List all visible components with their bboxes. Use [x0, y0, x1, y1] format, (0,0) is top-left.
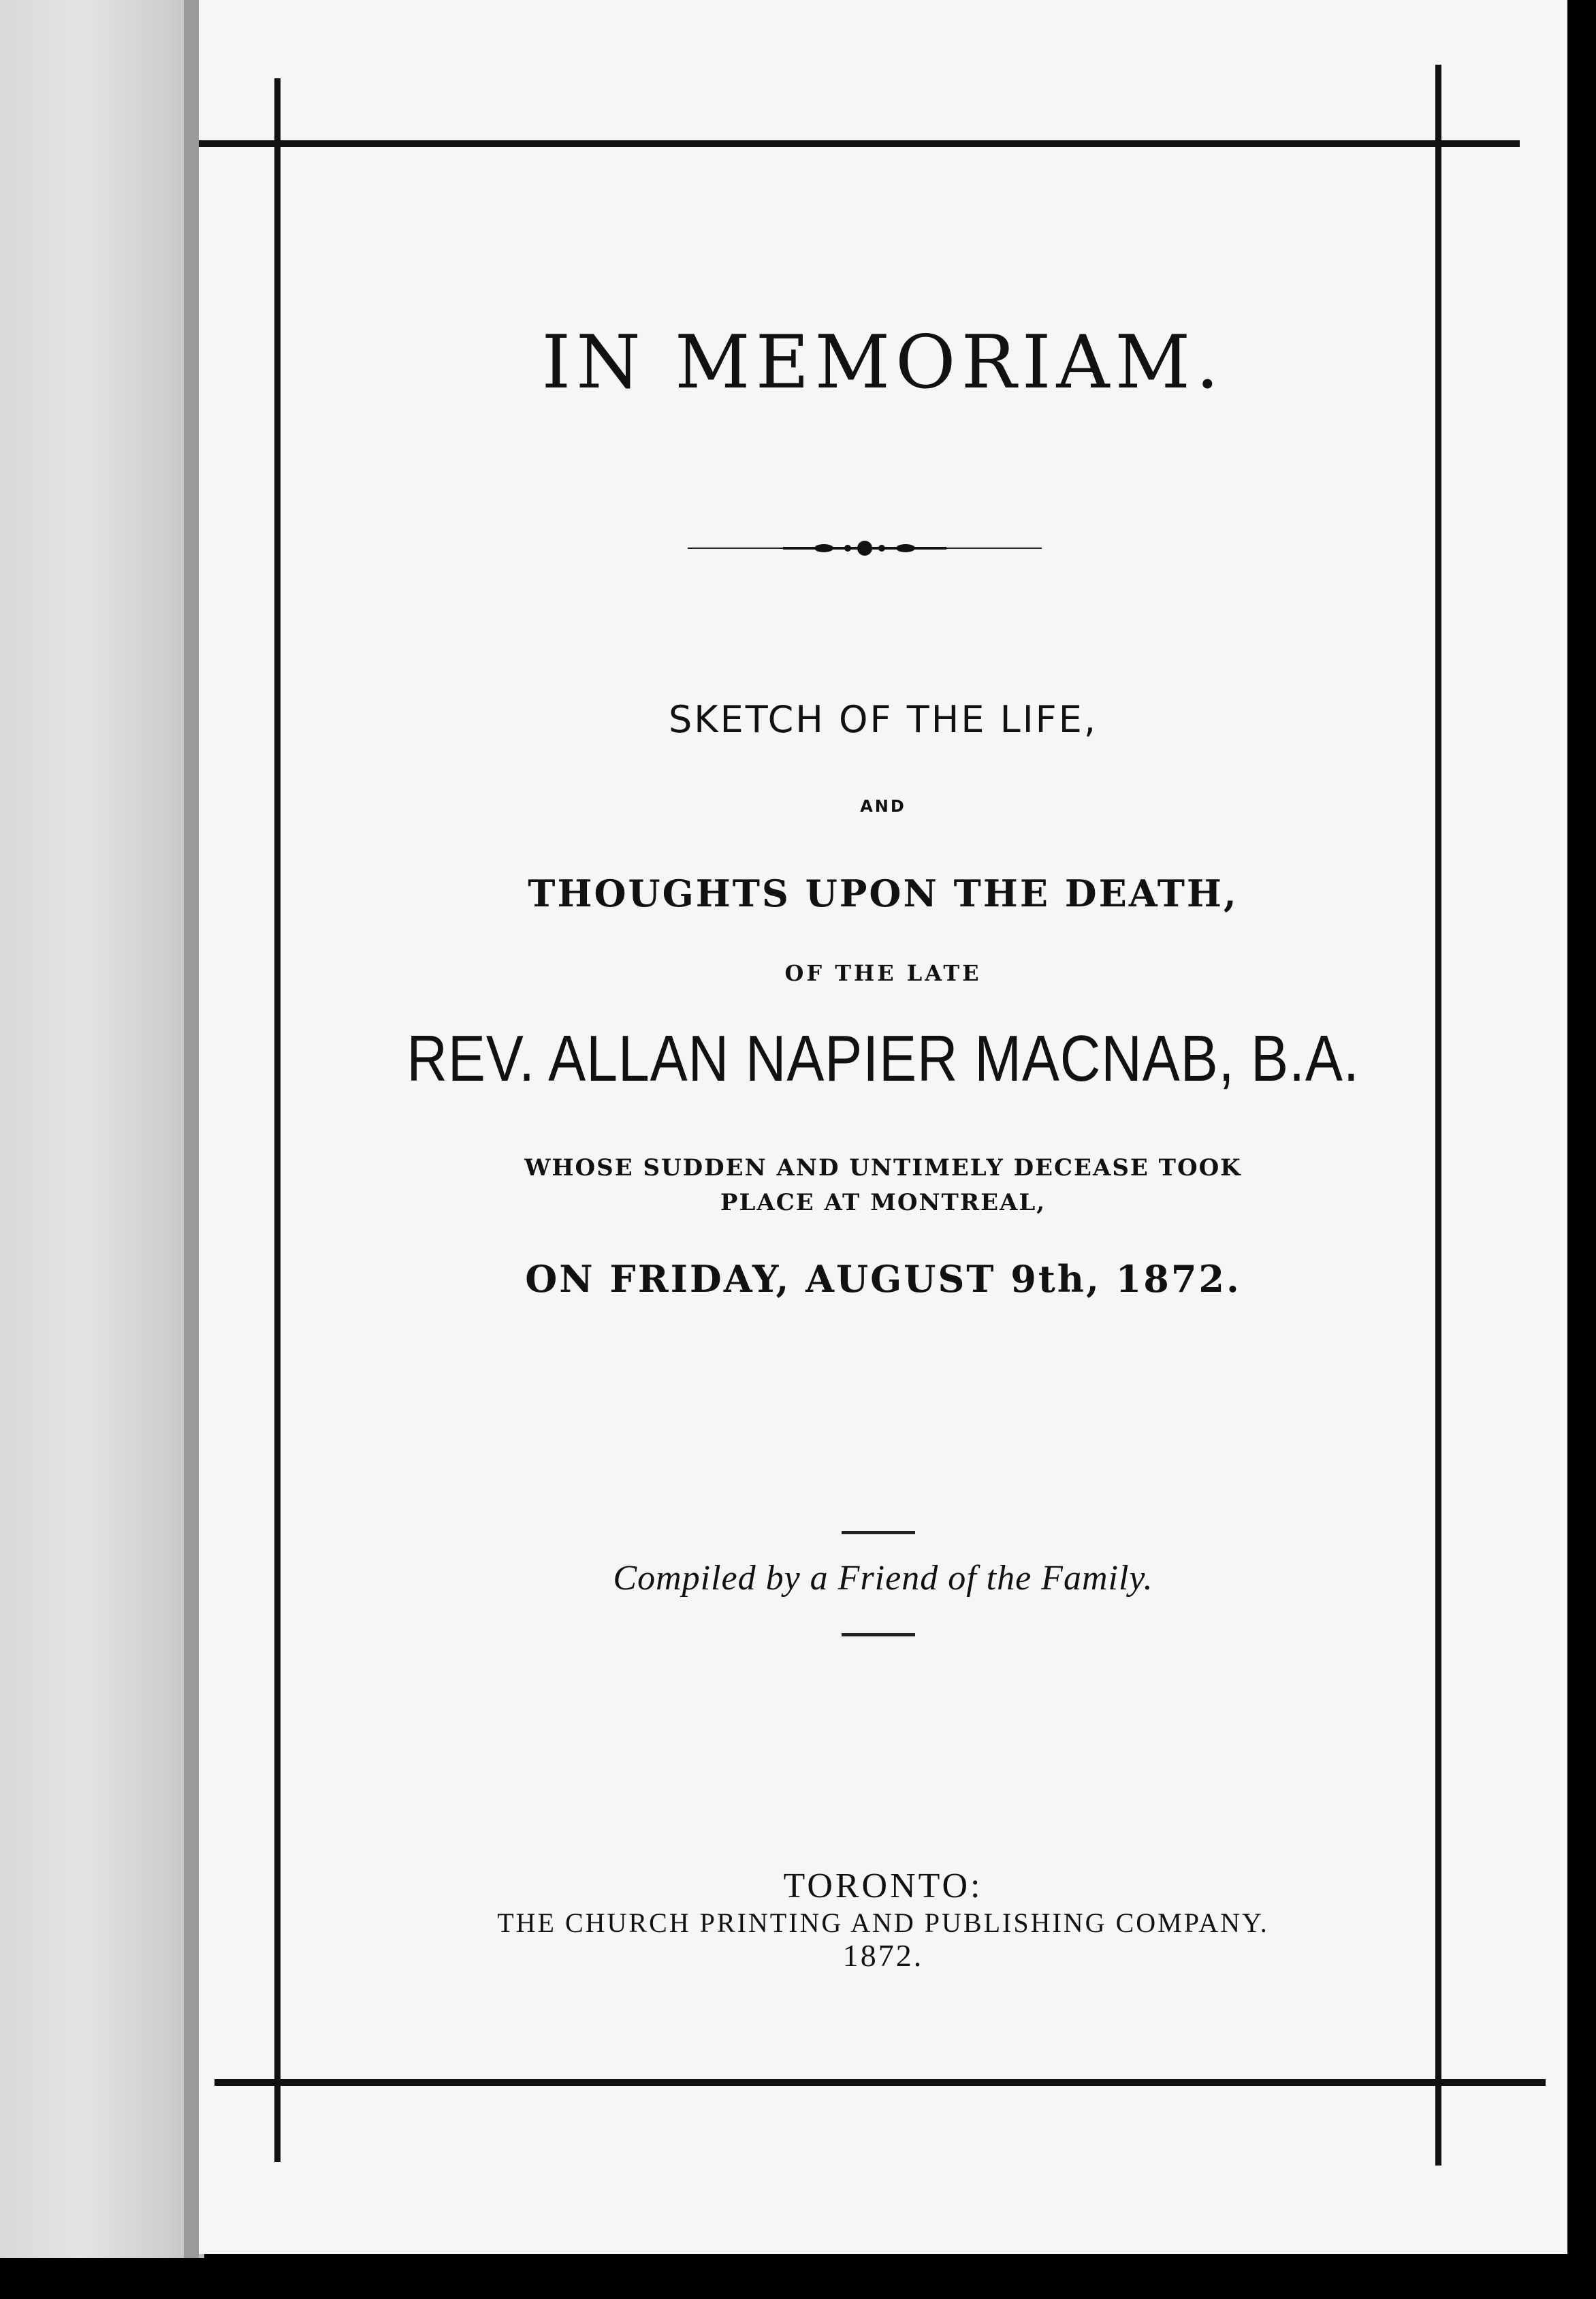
conjunction-and: AND	[860, 797, 906, 816]
binding-edge	[184, 0, 199, 2299]
divider-rule-lower	[842, 1633, 915, 1636]
imprint-city: TORONTO:	[783, 1867, 983, 1905]
scan-edge-right	[1567, 0, 1596, 2299]
subtitle-thoughts: THOUGHTS UPON THE DEATH,	[528, 872, 1239, 915]
scan-edge-bottom	[0, 2258, 1596, 2299]
subject-name: REV. ALLAN NAPIER MACNAB, B.A.	[406, 1022, 1360, 1095]
top-border-rule-right	[1443, 140, 1520, 147]
ornament-divider	[688, 538, 1042, 558]
decease-line-2: PLACE AT MONTREAL,	[720, 1189, 1047, 1216]
subtitle-sketch: SKETCH OF THE LIFE,	[668, 698, 1098, 741]
imprint-publisher: THE CHURCH PRINTING AND PUBLISHING COMPANY.	[497, 1907, 1269, 1938]
imprint-year: 1872.	[842, 1938, 924, 1973]
of-the-late: OF THE LATE	[784, 960, 982, 986]
divider-rule-upper	[842, 1531, 915, 1534]
compiled-by: Compiled by a Friend of the Family.	[613, 1559, 1153, 1598]
bottom-border-rule	[214, 2079, 1546, 2086]
binding-strip	[0, 0, 204, 2299]
decease-line-1: WHOSE SUDDEN AND UNTIMELY DECEASE TOOK	[524, 1154, 1242, 1182]
top-border-rule	[199, 140, 1520, 147]
date-line: ON FRIDAY, AUGUST 9th, 1872.	[525, 1257, 1241, 1301]
page-title: IN MEMORIAM.	[541, 320, 1225, 405]
